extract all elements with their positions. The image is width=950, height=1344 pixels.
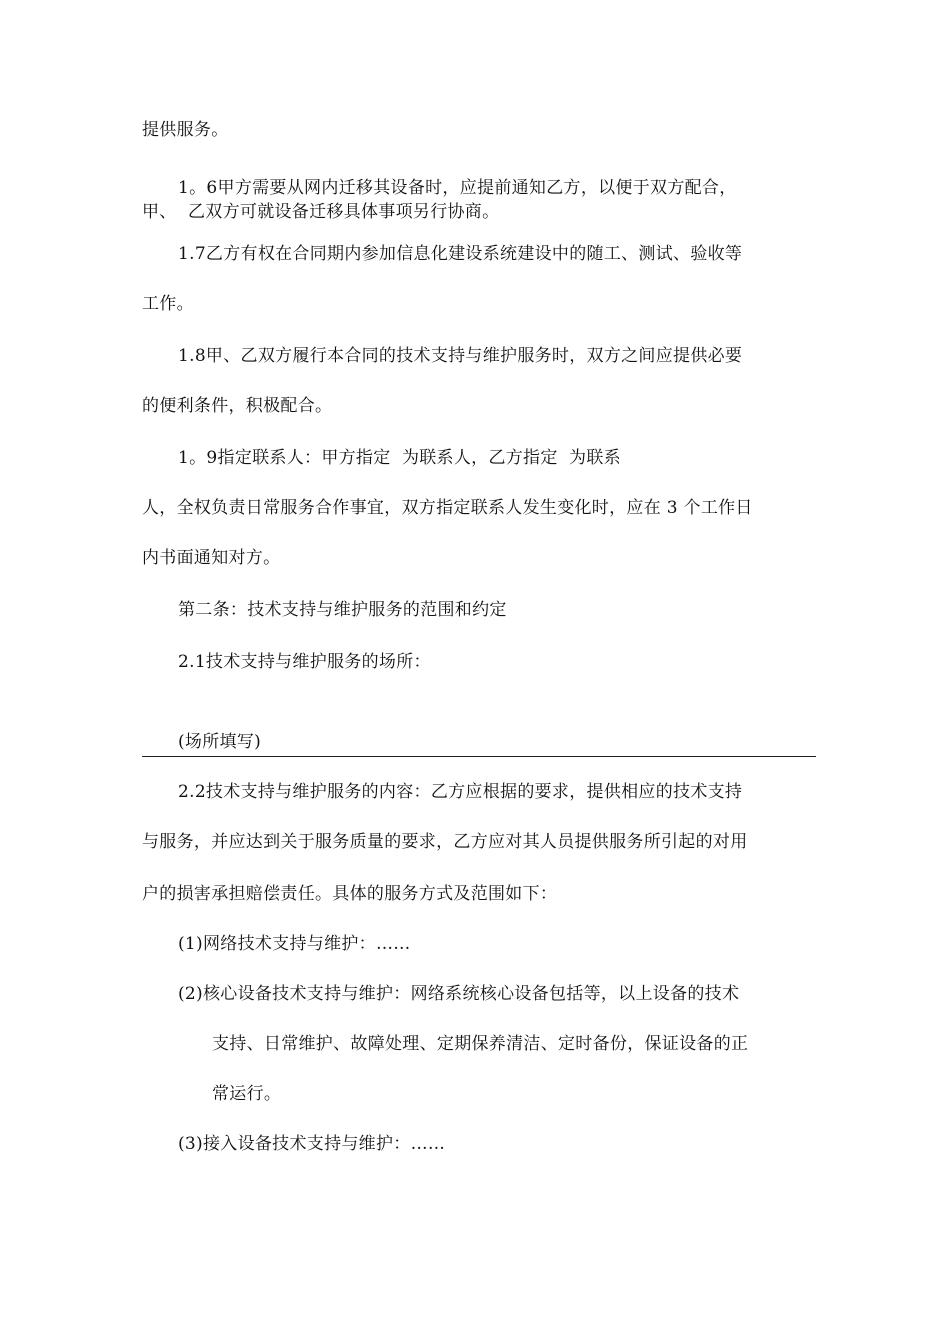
clause-2-2-continuation-2: 户的损害承担赔偿责任。具体的服务方式及范围如下：	[142, 884, 558, 904]
clause-1-8-line: 1.8甲、乙双方履行本合同的技术支持与维护服务时，双方之间应提供必要	[178, 346, 743, 366]
clause-2-2-line: 2.2技术支持与维护服务的内容：乙方应根据的要求，提供相应的技术支持	[178, 782, 743, 802]
clause-1-8-continuation: 的便利条件，积极配合。	[142, 396, 333, 416]
clause-1-7-continuation: 工作。	[142, 294, 194, 314]
section-heading: 第二条：技术支持与维护服务的范围和约定	[178, 600, 507, 620]
list-item-2-continuation-2: 常运行。	[212, 1084, 282, 1104]
clause-1-7-line: 1.7乙方有权在合同期内参加信息化建设系统建设中的随工、测试、验收等	[178, 244, 743, 264]
list-item-3: (3)接入设备技术支持与维护：……	[178, 1134, 446, 1154]
venue-fill-underline	[142, 756, 816, 757]
clause-2-2-continuation: 与服务，并应达到关于服务质量的要求，乙方应对其人员提供服务所引起的对用	[142, 832, 748, 852]
list-item-2-continuation: 支持、日常维护、故障处理、定期保养清洁、定时备份，保证设备的正	[212, 1034, 749, 1054]
clause-1-6-continuation: 甲、 乙双方可就设备迁移具体事项另行协商。	[142, 202, 500, 222]
clause-1-9-continuation: 人，全权负责日常服务合作事宜，双方指定联系人发生变化时，应在 3 个工作日	[142, 498, 753, 518]
venue-fill-label: (场所填写)	[178, 732, 262, 752]
clause-2-1-line: 2.1技术支持与维护服务的场所：	[178, 652, 431, 672]
list-item-2: (2)核心设备技术支持与维护：网络系统核心设备包括等，以上设备的技术	[178, 984, 740, 1004]
clause-1-6-line: 1。6甲方需要从网内迁移其设备时，应提前通知乙方，以便于双方配合，	[178, 178, 737, 198]
clause-1-9-line: 1。9指定联系人：甲方指定 为联系人，乙方指定 为联系	[178, 448, 621, 468]
paragraph-line: 提供服务。	[142, 120, 229, 140]
clause-1-9-continuation-2: 内书面通知对方。	[142, 548, 281, 568]
list-item-1: (1)网络技术支持与维护：……	[178, 934, 411, 954]
